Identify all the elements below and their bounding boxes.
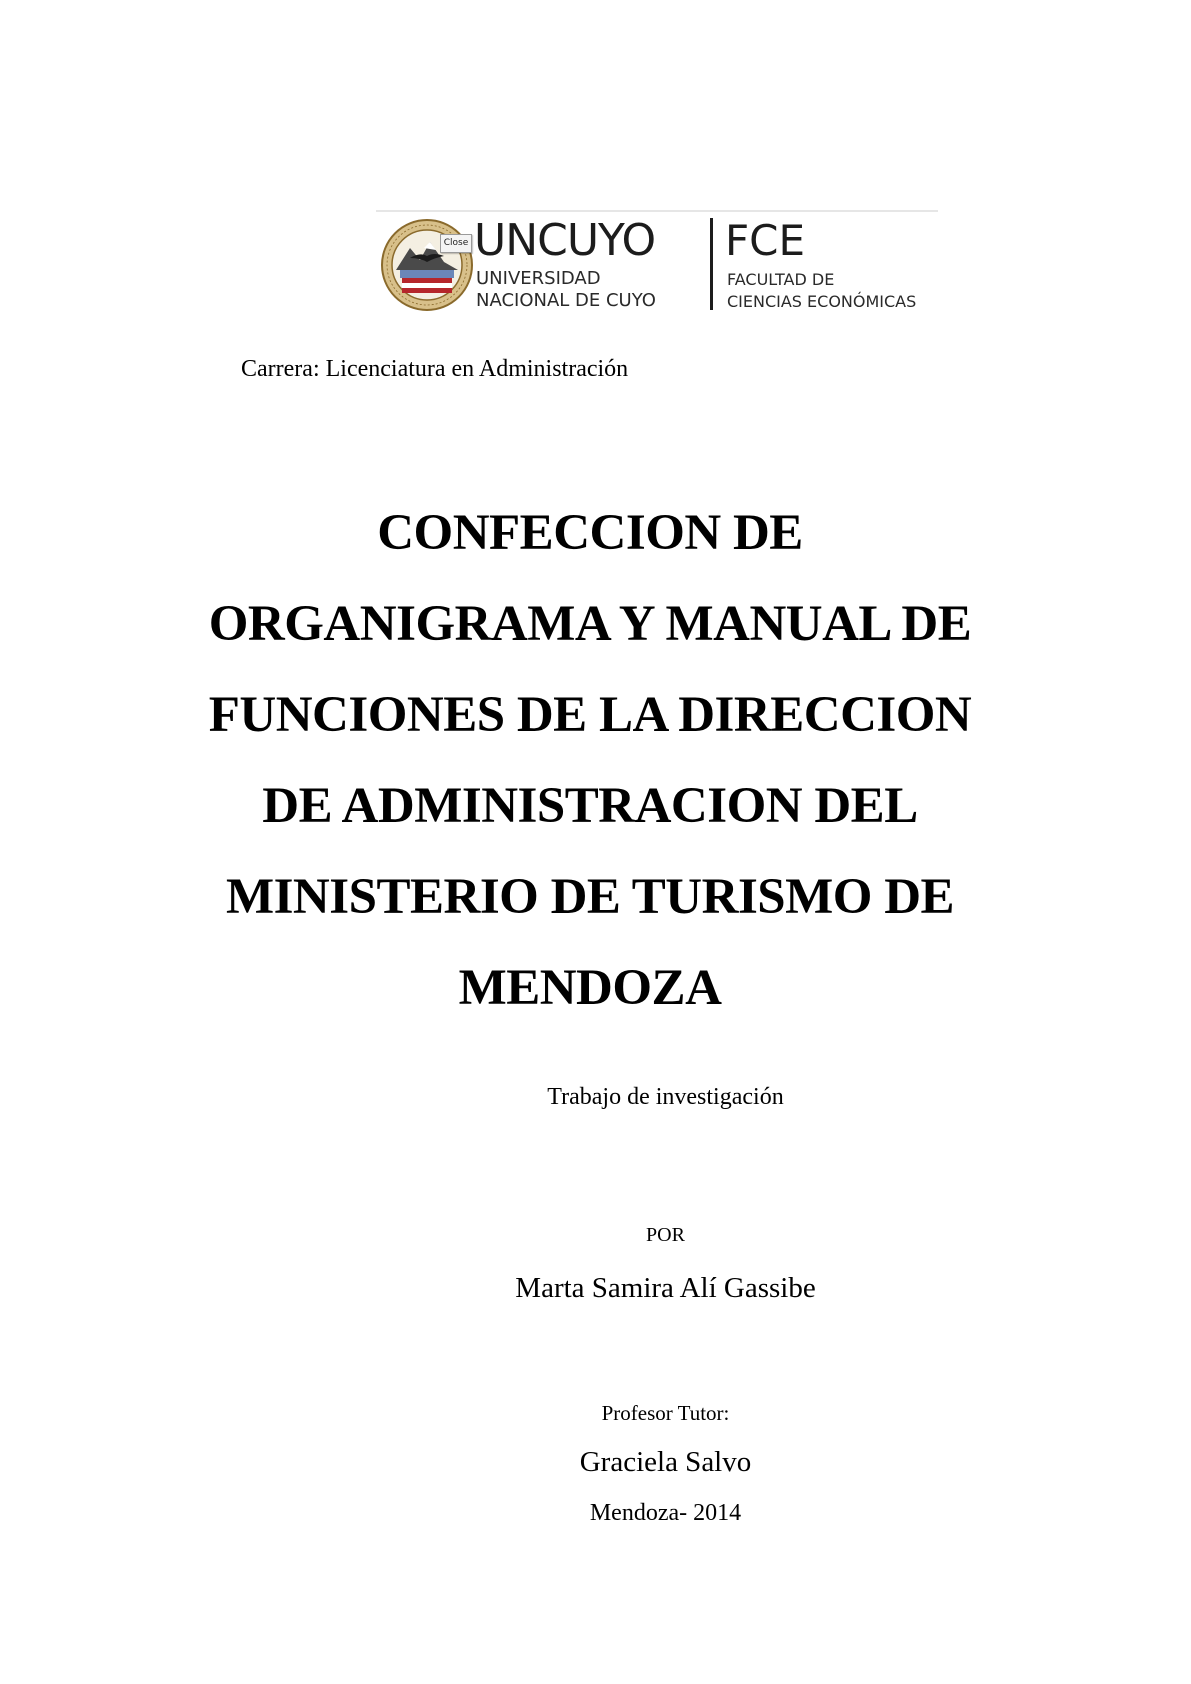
- title-line: CONFECCION DE: [377, 505, 803, 561]
- university-short-name: UNCUYO: [474, 215, 656, 266]
- university-name-line-2: NACIONAL DE CUYO: [476, 290, 656, 311]
- logo-banner: [376, 210, 938, 316]
- faculty-name-line-2: CIENCIAS ECONÓMICAS: [727, 292, 917, 311]
- title-line: ORGANIGRAMA Y MANUAL DE: [208, 596, 972, 652]
- title-line: DE ADMINISTRACION DEL: [262, 778, 918, 834]
- by-label: POR: [646, 1224, 685, 1246]
- document-subtitle: Trabajo de investigación: [547, 1084, 784, 1110]
- logo-divider: [710, 218, 713, 310]
- tutor-name: Graciela Salvo: [579, 1446, 752, 1478]
- faculty-name-line-1: FACULTAD DE: [727, 270, 835, 289]
- career-line: Carrera: Licenciatura en Administración: [241, 356, 629, 382]
- university-seal-icon: [380, 218, 474, 312]
- university-name-line-1: UNIVERSIDAD: [476, 268, 601, 289]
- document-title: [150, 488, 1030, 1034]
- place-date: Mendoza- 2014: [589, 1500, 742, 1526]
- author-name: Marta Samira Alí Gassibe: [515, 1272, 816, 1304]
- title-line: MINISTERIO DE TURISMO DE: [225, 869, 955, 925]
- tutor-label: Profesor Tutor:: [601, 1401, 730, 1425]
- title-line: FUNCIONES DE LA DIRECCION: [208, 687, 972, 743]
- faculty-short-name: FCE: [725, 216, 806, 265]
- title-line: MENDOZA: [458, 960, 722, 1016]
- close-tag[interactable]: Close: [440, 234, 472, 253]
